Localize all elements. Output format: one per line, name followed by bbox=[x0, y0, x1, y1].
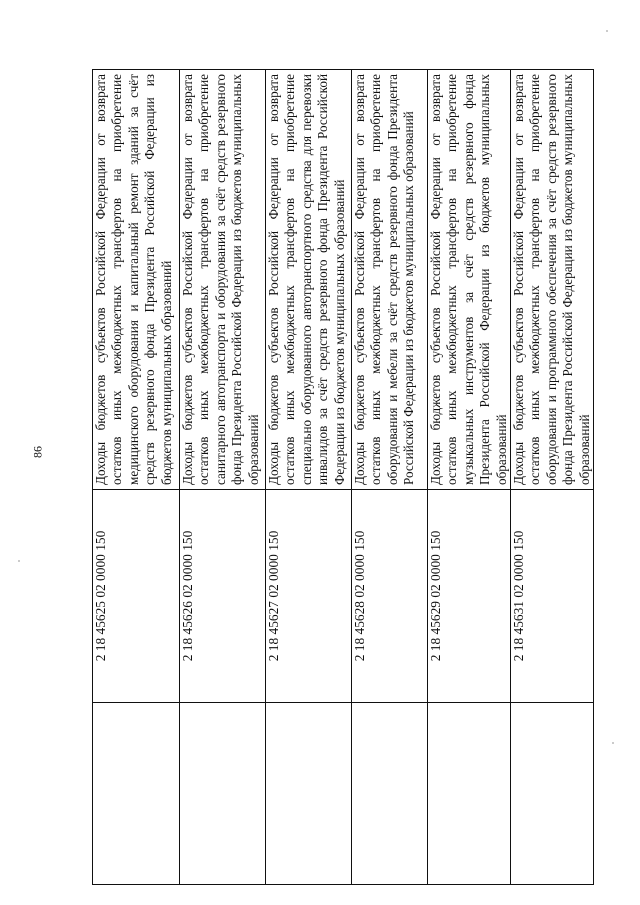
income-description: Доходы бюджетов субъектов Российской Федерации от возврата остатков иных межбюджетных трансфертов на приобретение санитарного автотранспорта и оборудования за счёт средств резервного фонда Президента Российской Федерации из бюджетов муниципальных образований bbox=[180, 70, 266, 490]
budget-code: 2 18 45626 02 0000 150 bbox=[180, 490, 266, 703]
table-row bbox=[511, 70, 594, 885]
budget-code: 2 18 45627 02 0000 150 bbox=[266, 490, 352, 703]
income-description: Доходы бюджетов субъектов Российской Федерации от возврата остатков иных межбюджетных трансфертов на приобретение оборудования и программного обеспечения за счёт средств резервного фонда Президента Российской Федерации из бюджетов муниципальных образований bbox=[511, 70, 594, 490]
empty-cell bbox=[428, 703, 511, 885]
income-description: Доходы бюджетов субъектов Российской Федерации от возврата остатков иных межбюджетных трансфертов на приобретение медицинского оборудования и капитальный ремонт зданий за счёт средств резервного фонда Президента Российской Федерации из бюджетов муниципальных образований bbox=[93, 70, 180, 490]
budget-code: 2 18 45631 02 0000 150 bbox=[511, 490, 594, 703]
empty-cell bbox=[180, 703, 266, 885]
empty-cell bbox=[266, 703, 352, 885]
budget-code: 2 18 45628 02 0000 150 bbox=[352, 490, 428, 703]
table-row bbox=[180, 70, 266, 885]
scan-speck bbox=[606, 30, 608, 32]
table-row bbox=[428, 70, 511, 885]
table-row bbox=[93, 70, 180, 885]
income-description: Доходы бюджетов субъектов Российской Федерации от возврата остатков иных межбюджетных трансфертов на приобретение музыкальных инструментов за счёт средств резервного фонда Президента Российской Федерации из бюджетов муниципальных образований bbox=[428, 70, 511, 490]
rotated-page-content bbox=[92, 69, 592, 885]
empty-cell bbox=[93, 703, 180, 885]
table-row bbox=[352, 70, 428, 885]
scan-speck bbox=[18, 560, 20, 562]
empty-cell bbox=[352, 703, 428, 885]
income-description: Доходы бюджетов субъектов Российской Федерации от возврата остатков иных межбюджетных трансфертов на приобретение специально оборудованного автотранспортного средства для перевозки инвалидов за счёт средств резервного фонда Президента Российской Федерации из бюджетов муниципальных образований bbox=[266, 70, 352, 490]
page-number: 86 bbox=[30, 446, 45, 458]
budget-codes-table bbox=[92, 69, 594, 885]
income-description: Доходы бюджетов субъектов Российской Федерации от возврата остатков иных межбюджетных трансфертов на приобретение оборудования и мебели за счёт средств резервного фонда Президента Российской Федерации из бюджетов муниципальных образований bbox=[352, 70, 428, 490]
table-row bbox=[266, 70, 352, 885]
empty-cell bbox=[511, 703, 594, 885]
budget-code: 2 18 45629 02 0000 150 bbox=[428, 490, 511, 703]
budget-code: 2 18 45625 02 0000 150 bbox=[93, 490, 180, 703]
scan-speck bbox=[612, 742, 614, 744]
